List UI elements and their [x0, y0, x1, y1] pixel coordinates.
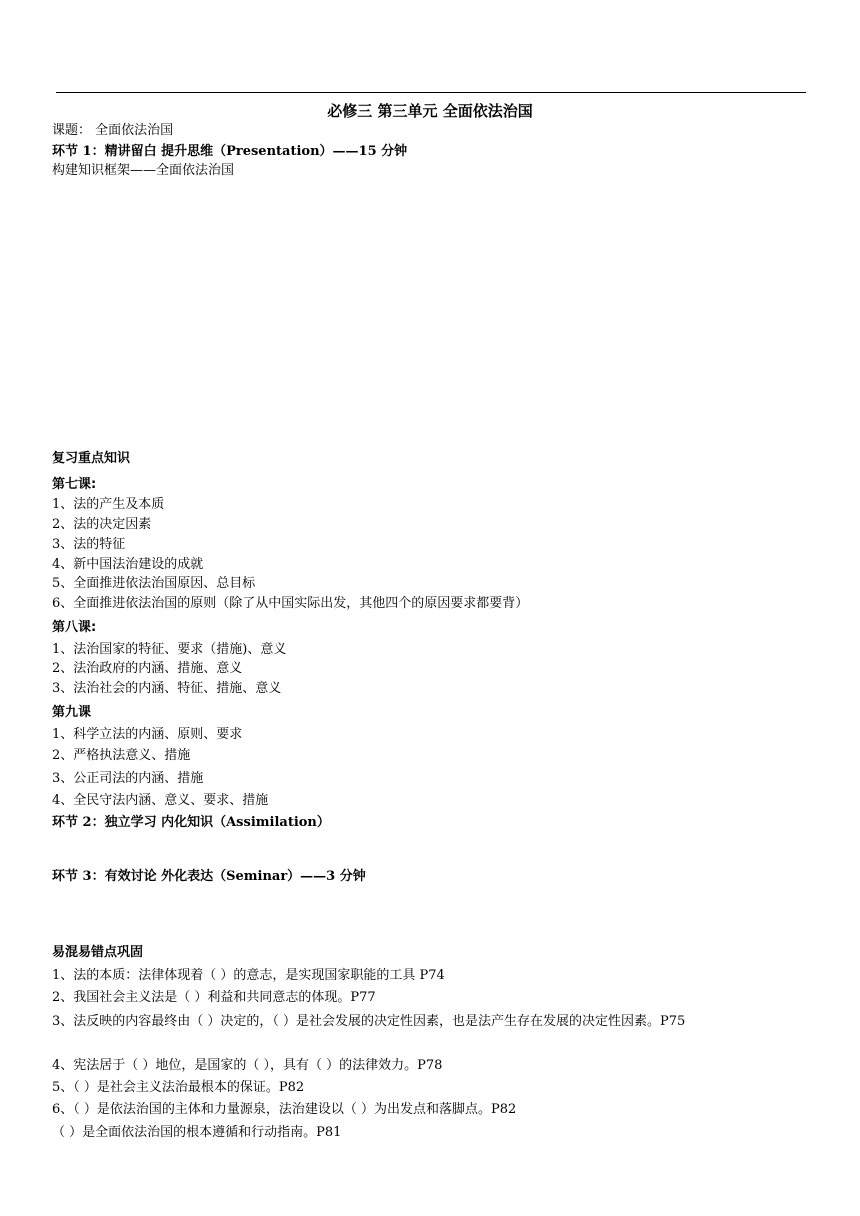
lesson-8-item: 1、法治国家的特征、要求（措施)、意义 [52, 642, 287, 657]
lesson-7-item: 5、全面推进依法治国原因、总目标 [52, 576, 256, 591]
page-title: 必修三 第三单元 全面依法治国 [327, 102, 533, 120]
framework-line: 构建知识框架——全面依法治国 [52, 163, 235, 178]
lesson-9-item: 1、科学立法的内涵、原则、要求 [52, 727, 243, 742]
lesson-7-item: 3、法的特征 [52, 537, 126, 552]
lesson-8-item: 3、法治社会的内涵、特征、措施、意义 [52, 681, 282, 696]
question-line: 2、我国社会主义法是（ ）利益和共同意志的体现。P77 [52, 990, 376, 1005]
lesson-9-item: 3、公正司法的内涵、措施 [52, 771, 204, 786]
lesson-9-item: 4、全民守法内涵、意义、要求、措施 [52, 793, 269, 808]
lesson-7-heading: 第七课: [52, 477, 97, 492]
lesson-7-item: 4、新中国法治建设的成就 [52, 557, 204, 572]
lesson-7-item: 6、全面推进依法治国的原则（除了从中国实际出发，其他四个的原因要求都要背） [52, 596, 529, 611]
lesson-7-item: 1、法的产生及本质 [52, 497, 165, 512]
question-line: 5、（ ）是社会主义法治最根本的保证。P82 [52, 1080, 305, 1095]
stage-3-heading: 环节 3：有效讨论 外化表达（Seminar）——3 分钟 [52, 869, 366, 884]
header-rule [56, 92, 806, 93]
lesson-7-item: 2、法的决定因素 [52, 517, 152, 532]
question-line: 3、法反映的内容最终由（ ）决定的，（ ）是社会发展的决定性因素，也是法产生存在发展的决定性因素。P75 [52, 1014, 686, 1029]
lesson-8-heading: 第八课: [52, 620, 97, 635]
lesson-9-heading: 第九课 [52, 705, 92, 720]
question-line: 6、（ ）是依法治国的主体和力量源泉，法治建设以（ ）为出发点和落脚点。P82 [52, 1102, 517, 1117]
confusing-points-heading: 易混易错点巩固 [52, 945, 144, 960]
topic-line: 课题： 全面依法治国 [52, 123, 174, 138]
stage-1-heading: 环节 1：精讲留白 提升思维（Presentation）——15 分钟 [52, 144, 408, 159]
lesson-9-item: 2、严格执法意义、措施 [52, 748, 191, 763]
review-heading: 复习重点知识 [52, 451, 131, 466]
lesson-8-item: 2、法治政府的内涵、措施、意义 [52, 661, 243, 676]
question-line: （ ）是全面依法治国的根本遵循和行动指南。P81 [52, 1125, 342, 1140]
question-line: 4、宪法居于（ ）地位，是国家的（ ），具有（ ）的法律效力。P78 [52, 1058, 443, 1073]
question-line: 1、法的本质：法律体现着（ ）的意志，是实现国家职能的工具 P74 [52, 968, 445, 983]
stage-2-heading: 环节 2：独立学习 内化知识（Assimilation） [52, 815, 330, 830]
